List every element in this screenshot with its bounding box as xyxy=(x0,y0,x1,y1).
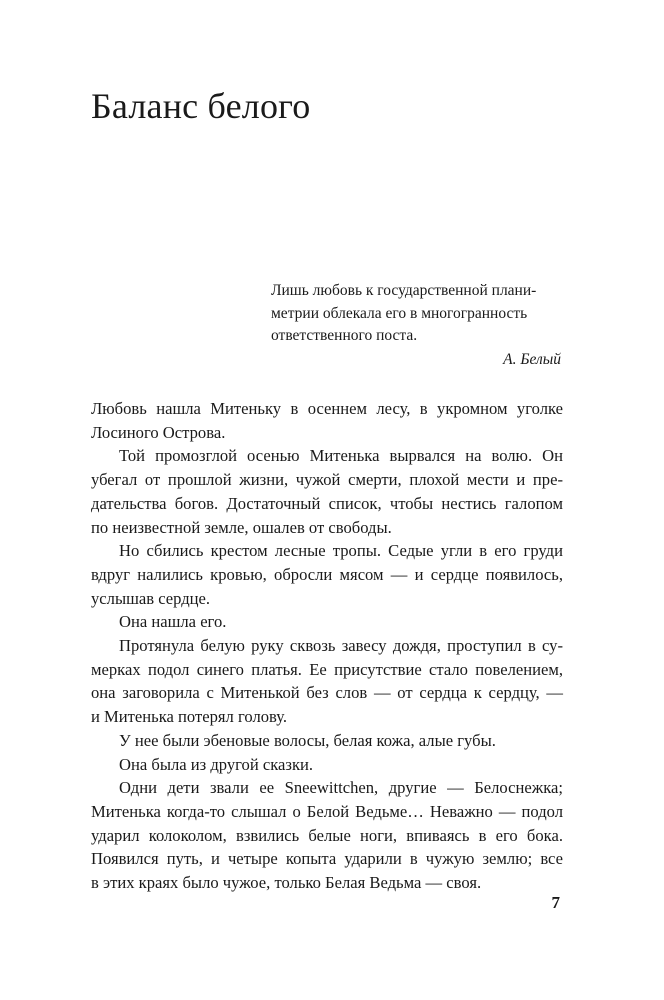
paragraph xyxy=(91,634,563,729)
text-line: Той промозглой осенью Митенька вырвался на волю. Он xyxy=(119,446,563,466)
paragraph xyxy=(91,753,563,777)
text-line: по неизвестной земле, ошалев от свободы. xyxy=(91,517,392,537)
text-line: убегал от прошлой жизни, чужой смерти, плохой мести и пре- xyxy=(91,470,563,490)
text-line: У нее были эбеновые волосы, белая кожа, алые губы. xyxy=(119,730,496,750)
text-line: услышав сердце. xyxy=(91,588,211,608)
epigraph-line: Лишь любовь к государственной плани- xyxy=(271,282,537,299)
text-line: Она нашла его. xyxy=(119,612,227,632)
epigraph-line: ответственного поста. xyxy=(271,327,418,344)
text-line: Протянула белую руку сквозь завесу дождя, проступил в су- xyxy=(119,636,563,656)
paragraph xyxy=(91,610,563,634)
text-line: Но сбились крестом лесные тропы. Седые угли в его груди xyxy=(119,541,563,561)
body-text xyxy=(91,397,563,895)
page-number: 7 xyxy=(551,893,560,912)
paragraph xyxy=(91,444,563,539)
paragraph xyxy=(91,729,563,753)
text-line: Любовь нашла Митеньку в осеннем лесу, в укромном уголке xyxy=(91,399,563,418)
text-line: дательства богов. Достаточный список, чтобы нестись галопом xyxy=(91,493,563,513)
text-line: Она была из другой сказки. xyxy=(119,754,314,774)
text-line: в этих краях было чужое, только Белая Ведьма — своя. xyxy=(91,873,482,893)
text-line: она заговорила с Митенькой без слов — от сердца к сердцу, — xyxy=(91,683,563,703)
text-line: мерках подол синего платья. Ее присутствие стало повелением, xyxy=(91,659,563,679)
epigraph xyxy=(271,280,561,371)
text-line: Одни дети звали ее Sneewittchen, другие — Белоснежка; xyxy=(119,778,563,798)
text-line: вдруг налились кровью, обросли мясом — и сердце появилось, xyxy=(91,564,563,584)
chapter-title: Баланс белого xyxy=(91,86,311,126)
text-line: Лосиного Острова. xyxy=(91,422,226,442)
paragraph xyxy=(91,539,563,610)
text-line: Митенька когда-то слышал о Белой Ведьме… Неважно — подол xyxy=(91,801,563,821)
text-line: Появился путь, и четыре копыта ударили в чужую землю; все xyxy=(91,849,563,869)
epigraph-author: А. Белый xyxy=(503,350,561,368)
text-line: ударил колоколом, взвились белые ноги, впиваясь в его бока. xyxy=(91,825,563,845)
paragraph xyxy=(91,776,563,895)
epigraph-line: метрии облекала его в многогранность xyxy=(271,304,528,322)
paragraph xyxy=(91,397,563,444)
text-line: и Митенька потерял голову. xyxy=(91,707,288,727)
